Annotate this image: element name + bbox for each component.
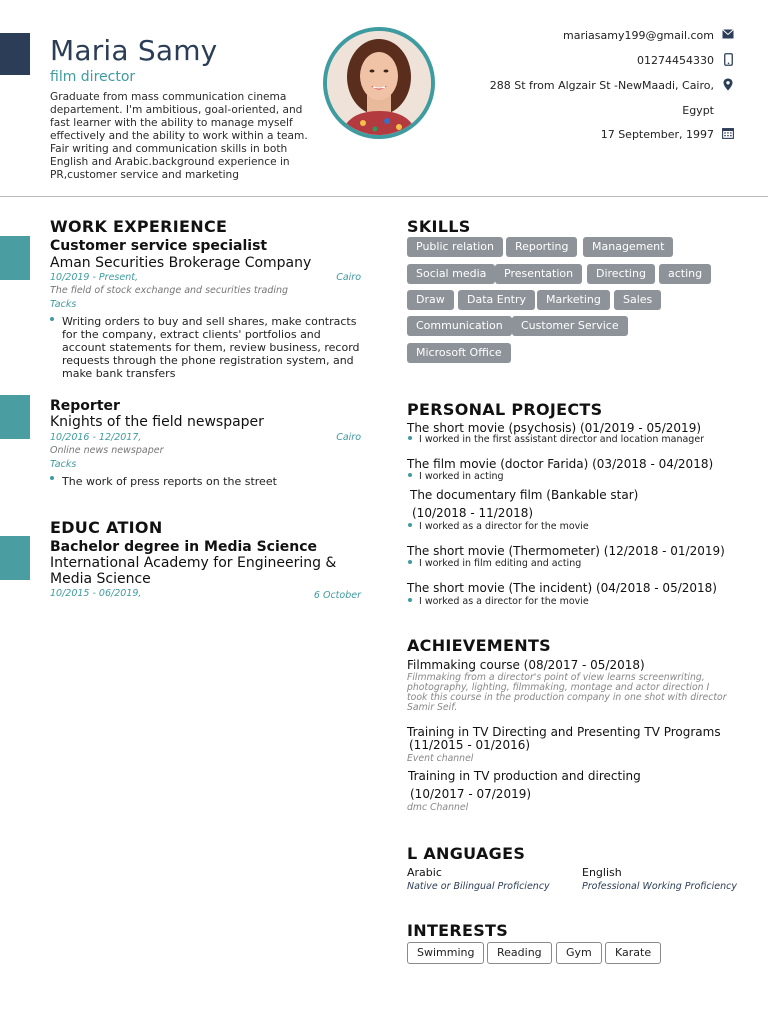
project-description: I worked as a director for the movie <box>419 596 589 607</box>
project-description: I worked in acting <box>419 471 504 482</box>
achievement-title: Filmmaking course (08/2017 - 05/2018) <box>407 658 645 672</box>
contact-address-line2: Egypt <box>682 104 714 117</box>
education-accent-bar <box>0 536 30 580</box>
contact-address-line1: 288 St from Algzair St -NewMaadi, Cairo, <box>489 79 714 92</box>
bullet-dot <box>408 473 412 477</box>
skill-tag: Reporting <box>506 237 577 257</box>
profile-photo <box>323 27 435 139</box>
interest-tag: Karate <box>605 942 661 964</box>
header-accent-block <box>0 33 30 75</box>
job-tasks-label: Tacks <box>50 299 77 310</box>
profile-summary: Graduate from mass communication cinema departement. I'm ambitious, goal-oriented, and fast learner with the ability to manage myself effectively and the ability to work within a team. Fair writing and communication skills in both English and Arabic.background experience in PR,customer service and marketing <box>50 91 308 181</box>
interest-tag: Gym <box>556 942 602 964</box>
work-experience-heading: WORK EXPERIENCE <box>50 217 228 236</box>
job-company: Aman Securities Brokerage Company <box>50 255 312 271</box>
skill-tag: Management <box>583 237 673 257</box>
skill-tag: Microsoft Office <box>407 343 511 363</box>
job-location: Cairo <box>336 432 361 443</box>
job-dates: 10/2019 - Present, <box>50 272 138 283</box>
project-title: The short movie (psychosis) (01/2019 - 05/2019) <box>407 421 702 435</box>
bullet-dot <box>408 436 412 440</box>
mobile-phone-icon <box>722 53 734 65</box>
achievement-dates: (11/2015 - 01/2016) <box>409 738 531 752</box>
achievement-title: Training in TV production and directing <box>408 769 641 783</box>
interest-tag: Reading <box>487 942 552 964</box>
skill-tag: Sales <box>614 290 661 310</box>
achievement-description: Filmmaking from a director's point of view learns screenwriting, photography, lighting, filmmaking, montage and actor direction I took this course in the production company in one shot with director Samir Seif. <box>407 672 727 713</box>
skills-heading: SKILLS <box>407 217 471 236</box>
job-accent-bar <box>0 395 30 439</box>
candidate-name: Maria Samy <box>50 34 218 67</box>
project-description: I worked as a director for the movie <box>419 521 589 532</box>
skill-tag: Directing <box>587 264 655 284</box>
job-task-item: The work of press reports on the street <box>62 475 277 488</box>
project-title: The film movie (doctor Farida) (03/2018 - 04/2018) <box>407 457 714 471</box>
achievement-description: dmc Channel <box>407 802 469 813</box>
bullet-dot <box>50 476 54 480</box>
skill-tag: Public relation <box>407 237 503 257</box>
skill-tag: Communication <box>407 316 512 336</box>
envelope-icon <box>722 29 734 41</box>
bullet-dot <box>408 523 412 527</box>
education-degree: Bachelor degree in Media Science <box>50 539 318 555</box>
interest-tag: Swimming <box>407 942 484 964</box>
project-title: The short movie (The incident) (04/2018 - 05/2018) <box>407 581 717 595</box>
interests-heading: INTERESTS <box>407 921 509 940</box>
contact-phone[interactable]: 01274454330 <box>637 54 714 67</box>
project-title: The documentary film (Bankable star) <box>410 488 639 502</box>
language-level: Professional Working Proficiency <box>582 881 737 892</box>
languages-heading: L ANGUAGES <box>407 844 526 863</box>
job-dates: 10/2016 - 12/2017, <box>50 432 142 443</box>
contact-email[interactable]: mariasamy199@gmail.com <box>562 29 714 42</box>
project-description: I worked in the first assistant director and location manager <box>419 434 705 445</box>
bullet-dot <box>50 317 54 321</box>
skill-tag: Presentation <box>495 264 582 284</box>
contact-birthdate: 17 September, 1997 <box>600 128 714 141</box>
job-company: Knights of the field newspaper <box>50 414 264 430</box>
job-description: Online news newspaper <box>50 445 164 456</box>
candidate-role: film director <box>50 69 136 85</box>
education-location: 6 October <box>313 590 361 601</box>
location-pin-icon <box>722 78 734 90</box>
job-task-item: Writing orders to buy and sell shares, make contracts for the company, extract clients' portfolios and account statements for them, review business, record requests through the phone registration system, and make bank transfers <box>62 315 360 380</box>
header-divider <box>0 196 768 197</box>
personal-projects-heading: PERSONAL PROJECTS <box>407 400 603 419</box>
project-description: I worked in film editing and acting <box>419 558 582 569</box>
skill-tag: Marketing <box>537 290 610 310</box>
language-name: English <box>582 866 622 879</box>
skill-tag: Draw <box>407 290 454 310</box>
job-tasks-label: Tacks <box>50 459 77 470</box>
project-dates: (10/2018 - 11/2018) <box>412 506 534 520</box>
job-description: The field of stock exchange and securities trading <box>50 285 289 296</box>
job-title: Customer service specialist <box>50 238 268 254</box>
project-title: The short movie (Thermometer) (12/2018 - 01/2019) <box>407 544 725 558</box>
bullet-dot <box>408 560 412 564</box>
profile-photo-illustration <box>327 31 431 135</box>
achievement-description: Event channel <box>407 753 474 764</box>
achievements-heading: ACHIEVEMENTS <box>407 636 551 655</box>
skill-tag: Data Entry <box>458 290 535 310</box>
education-dates: 10/2015 - 06/2019, <box>50 588 142 599</box>
job-accent-bar <box>0 236 30 280</box>
language-name: Arabic <box>407 866 442 879</box>
education-heading: EDUC ATION <box>50 518 163 537</box>
skill-tag: acting <box>659 264 711 284</box>
job-location: Cairo <box>336 272 361 283</box>
skill-tag: Social media <box>407 264 495 284</box>
bullet-dot <box>408 598 412 602</box>
job-title: Reporter <box>50 398 120 414</box>
skill-tag: Customer Service <box>512 316 628 336</box>
education-school: International Academy for Engineering & Media Science <box>50 555 337 587</box>
achievement-title: Training in TV Directing and Presenting TV Programs <box>407 725 721 739</box>
achievement-dates: (10/2017 - 07/2019) <box>410 787 532 801</box>
calendar-icon <box>722 127 734 139</box>
language-level: Native or Bilingual Proficiency <box>407 881 550 892</box>
